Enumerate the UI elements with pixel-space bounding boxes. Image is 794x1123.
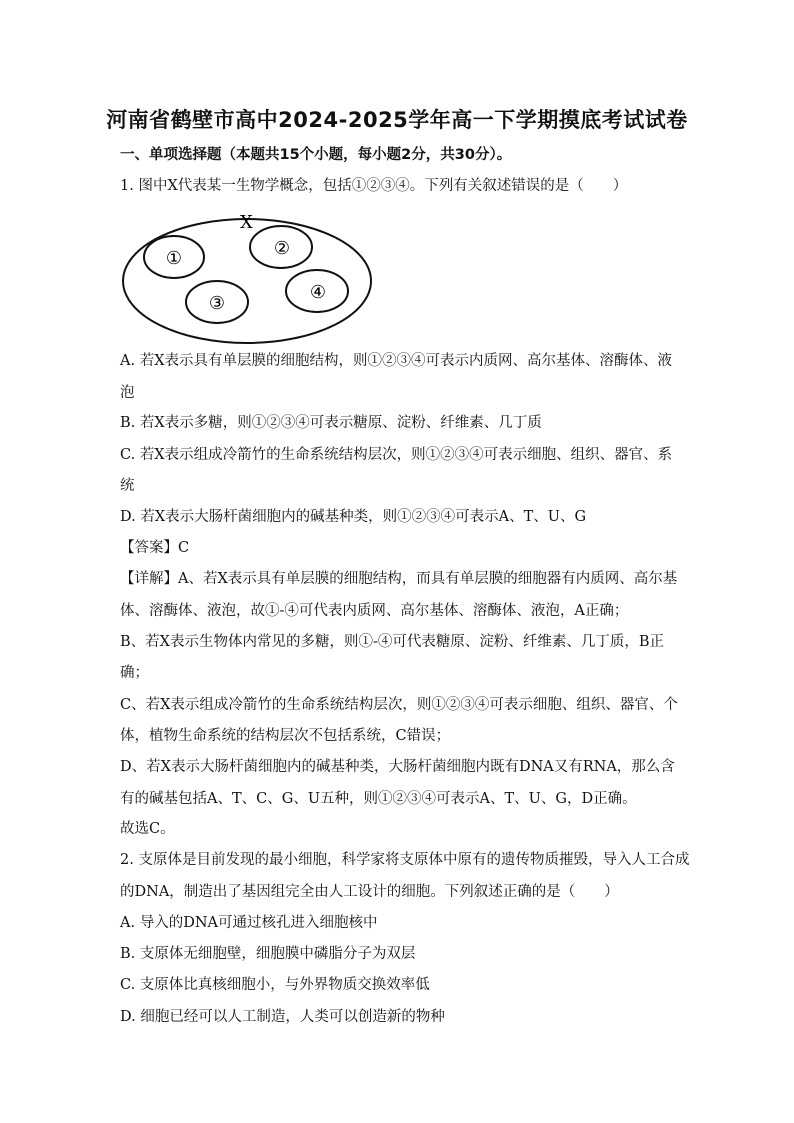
q1-conclusion: 故选C。 [120, 821, 175, 837]
q1-option-a: A. 若X表示具有单层膜的细胞结构，则①②③④可表示内质网、高尔基体、溶酶体、液 [120, 353, 673, 369]
q1-option-b: B. 若X表示多糖，则①②③④可表示糖原、淀粉、纤维素、几丁质 [120, 415, 542, 431]
q1-explanation-8: 有的碱基包括A、T、C、G、U五种，则①②③④可表示A、T、U、G，D正确。 [120, 791, 637, 807]
q2-option-a: A. 导入的DNA可通过核孔进入细胞核中 [120, 915, 378, 931]
label-3: ③ [208, 293, 226, 314]
q1-explanation-6: 体，植物生命系统的结构层次不包括系统，C错误； [120, 728, 451, 744]
label-x: X [240, 212, 253, 233]
q2-option-c: C. 支原体比真核细胞小，与外界物质交换效率低 [120, 977, 430, 993]
q1-option-a-cont: 泡 [120, 385, 135, 401]
q2-option-b: B. 支原体无细胞壁，细胞膜中磷脂分子为双层 [120, 946, 416, 962]
question-2-stem-cont: 的DNA，制造出了基因组完全由人工设计的细胞。下列叙述正确的是（ ） [120, 884, 619, 900]
set-diagram [118, 203, 378, 349]
q2-option-d: D. 细胞已经可以人工制造，人类可以创造新的物种 [120, 1009, 445, 1025]
question-1-stem: 1. 图中X代表某一生物学概念，包括①②③④。下列有关叙述错误的是（ ） [120, 178, 628, 194]
page-title: 河南省鹤壁市高中2024-2025学年高一下学期摸底考试试卷 [106, 108, 688, 132]
label-1: ① [165, 248, 183, 269]
label-2: ② [273, 238, 291, 259]
question-2-stem: 2. 支原体是目前发现的最小细胞，科学家将支原体中原有的遗传物质摧毁，导入人工合成 [120, 852, 690, 868]
q1-option-c-cont: 统 [120, 478, 135, 494]
q1-explanation-2: 体、溶酶体、液泡，故①-④可代表内质网、高尔基体、溶酶体、液泡，A正确； [120, 603, 629, 619]
q1-explanation-5: C、若X表示组成冷箭竹的生命系统结构层次，则①②③④可表示细胞、组织、器官、个 [120, 697, 678, 713]
q1-explanation-3: B、若X表示生物体内常见的多糖，则①-④可代表糖原、淀粉、纤维素、几丁质，B正 [120, 634, 665, 650]
label-4: ④ [309, 282, 327, 303]
q1-answer: 【答案】C [120, 540, 190, 556]
q1-explanation-1: 【详解】A、若X表示具有单层膜的细胞结构，而具有单层膜的细胞器有内质网、高尔基 [120, 571, 678, 587]
section-heading: 一、单项选择题（本题共15个小题，每小题2分，共30分）。 [120, 147, 512, 163]
q1-option-c: C. 若X表示组成冷箭竹的生命系统结构层次，则①②③④可表示细胞、组织、器官、系 [120, 447, 673, 463]
q1-option-d: D. 若X表示大肠杆菌细胞内的碱基种类，则①②③④可表示A、T、U、G [120, 509, 587, 525]
q1-explanation-7: D、若X表示大肠杆菌细胞内的碱基种类，大肠杆菌细胞内既有DNA又有RNA，那么含 [120, 759, 675, 775]
q1-explanation-4: 确； [120, 665, 149, 681]
